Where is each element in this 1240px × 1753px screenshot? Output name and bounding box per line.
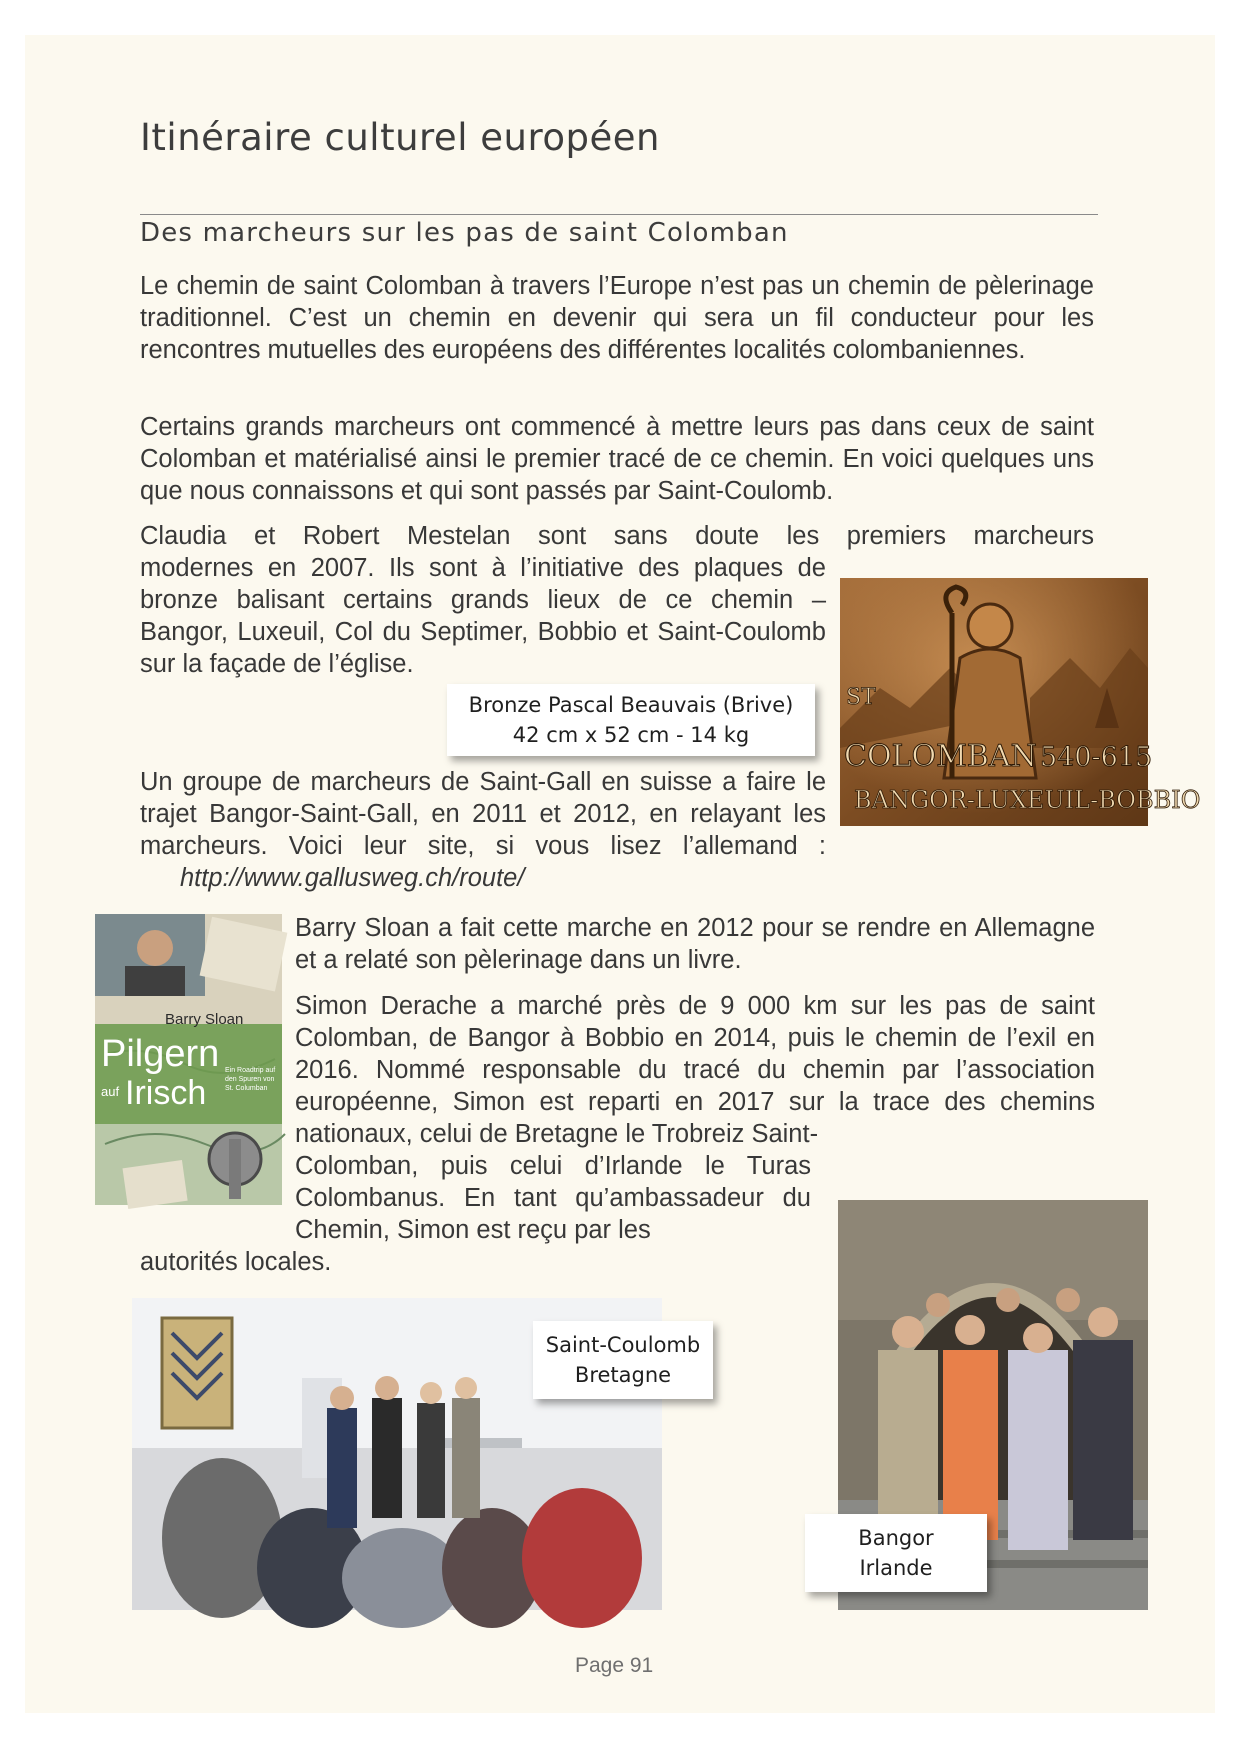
book-cover-image [95, 914, 282, 1205]
bronze-plaque-image [840, 578, 1201, 826]
bronze-caption [447, 684, 815, 756]
page-title: Itinéraire culturel européen [140, 116, 660, 159]
bronze-caption-line1: Bronze Pascal Beauvais (Brive) [468, 693, 794, 717]
book-title-small: auf [101, 1084, 120, 1099]
book-title-end: Irisch [125, 1074, 207, 1112]
paragraph-intro: Le chemin de saint Colomban à travers l’Europe n’est pas un chemin de pèlerinage traditionnel. C’est un chemin en devenir qui sera un fil conducteur pour les rencontres mutuelles des européens des différentes localités colombaniennes. [140, 272, 1094, 364]
paragraph-walkers: Certains grands marcheurs ont commencé à mettre leurs pas dans ceux de saint Colomban et matérialisé ainsi le premier tracé de ce chemin. En voici quelques uns que nous connaissons et qui sont passés par Saint-Coulomb. [140, 413, 1094, 505]
book-blurb: Ein Roadtrip auf den Spuren von St. Columban [225, 1067, 276, 1092]
plaque-text-route: BANGOR-LUXEUIL-BOBBIO [854, 786, 1201, 814]
paragraph-barry-sloan: Barry Sloan a fait cette marche en 2012 pour se rendre en Allemagne et a relaté son pèlerinage dans un livre. [295, 914, 1095, 974]
paragraph-saint-gall-text: Un groupe de marcheurs de Saint-Gall en suisse a faire le trajet Bangor-Saint-Gall, en 2011 et 2012, en relayant les marcheurs. Voici leur site, si vous lisez l’allemand : [140, 768, 826, 860]
paragraph-mestelan-line1: Claudia et Robert Mestelan sont sans doute les premiers marcheurs [140, 522, 1094, 550]
paragraph-saint-gall [140, 766, 826, 894]
paragraph-simon-derache-end: autorités locales. [140, 1248, 332, 1276]
bronze-caption-line2: 42 cm x 52 cm - 14 kg [512, 723, 750, 747]
paragraph-mestelan: modernes en 2007. Ils sont à l’initiative des plaques de bronze balisant certains grands lieux de ce chemin – Bangor, Luxeuil, Col du Septimer, Bobbio et Saint-Coulomb sur la façade de l’église. [140, 554, 826, 678]
book-author: Barry Sloan [165, 1011, 244, 1028]
saint-coulomb-caption-line2: Bretagne [574, 1363, 672, 1387]
paragraph-simon-derache: Simon Derache a marché près de 9 000 km sur les pas de saint Colomban, de Bangor à Bobbio en 2014, puis le chemin de l’exil en 2016. Nommé responsable du tracé du chemin par l’association européenne, Simon est reparti en 2017 sur la trace des chemins nationaux, celui de Bretagne le Trobreiz Saint- [295, 992, 1095, 1148]
bangor-caption [805, 1514, 987, 1592]
paragraph-simon-derache-cont: Colomban, puis celui d’Irlande le Turas Colombanus. En tant qu’ambassadeur du Chemin, Simon est reçu par les [295, 1152, 811, 1244]
saint-coulomb-caption-line1: Saint-Coulomb [545, 1333, 701, 1357]
book-title-main: Pilgern [101, 1033, 220, 1075]
title-divider [140, 214, 1098, 215]
section-subtitle: Des marcheurs sur les pas de saint Colomban [140, 218, 789, 248]
plaque-text-st: ST [846, 685, 876, 710]
saint-coulomb-caption [533, 1321, 713, 1399]
bronze-plaque-illustration [840, 578, 1201, 826]
bangor-caption-line2: Irlande [859, 1556, 933, 1580]
book-cover-illustration [95, 914, 282, 1205]
gallusweg-link[interactable]: http://www.gallusweg.ch/route/ [180, 864, 525, 892]
plaque-text-colomban: COLOMBAN [844, 739, 1037, 774]
page-number: Page 91 [575, 1654, 654, 1677]
plaque-text-years: 540-615 [1040, 742, 1153, 773]
bangor-caption-line1: Bangor [858, 1526, 934, 1550]
